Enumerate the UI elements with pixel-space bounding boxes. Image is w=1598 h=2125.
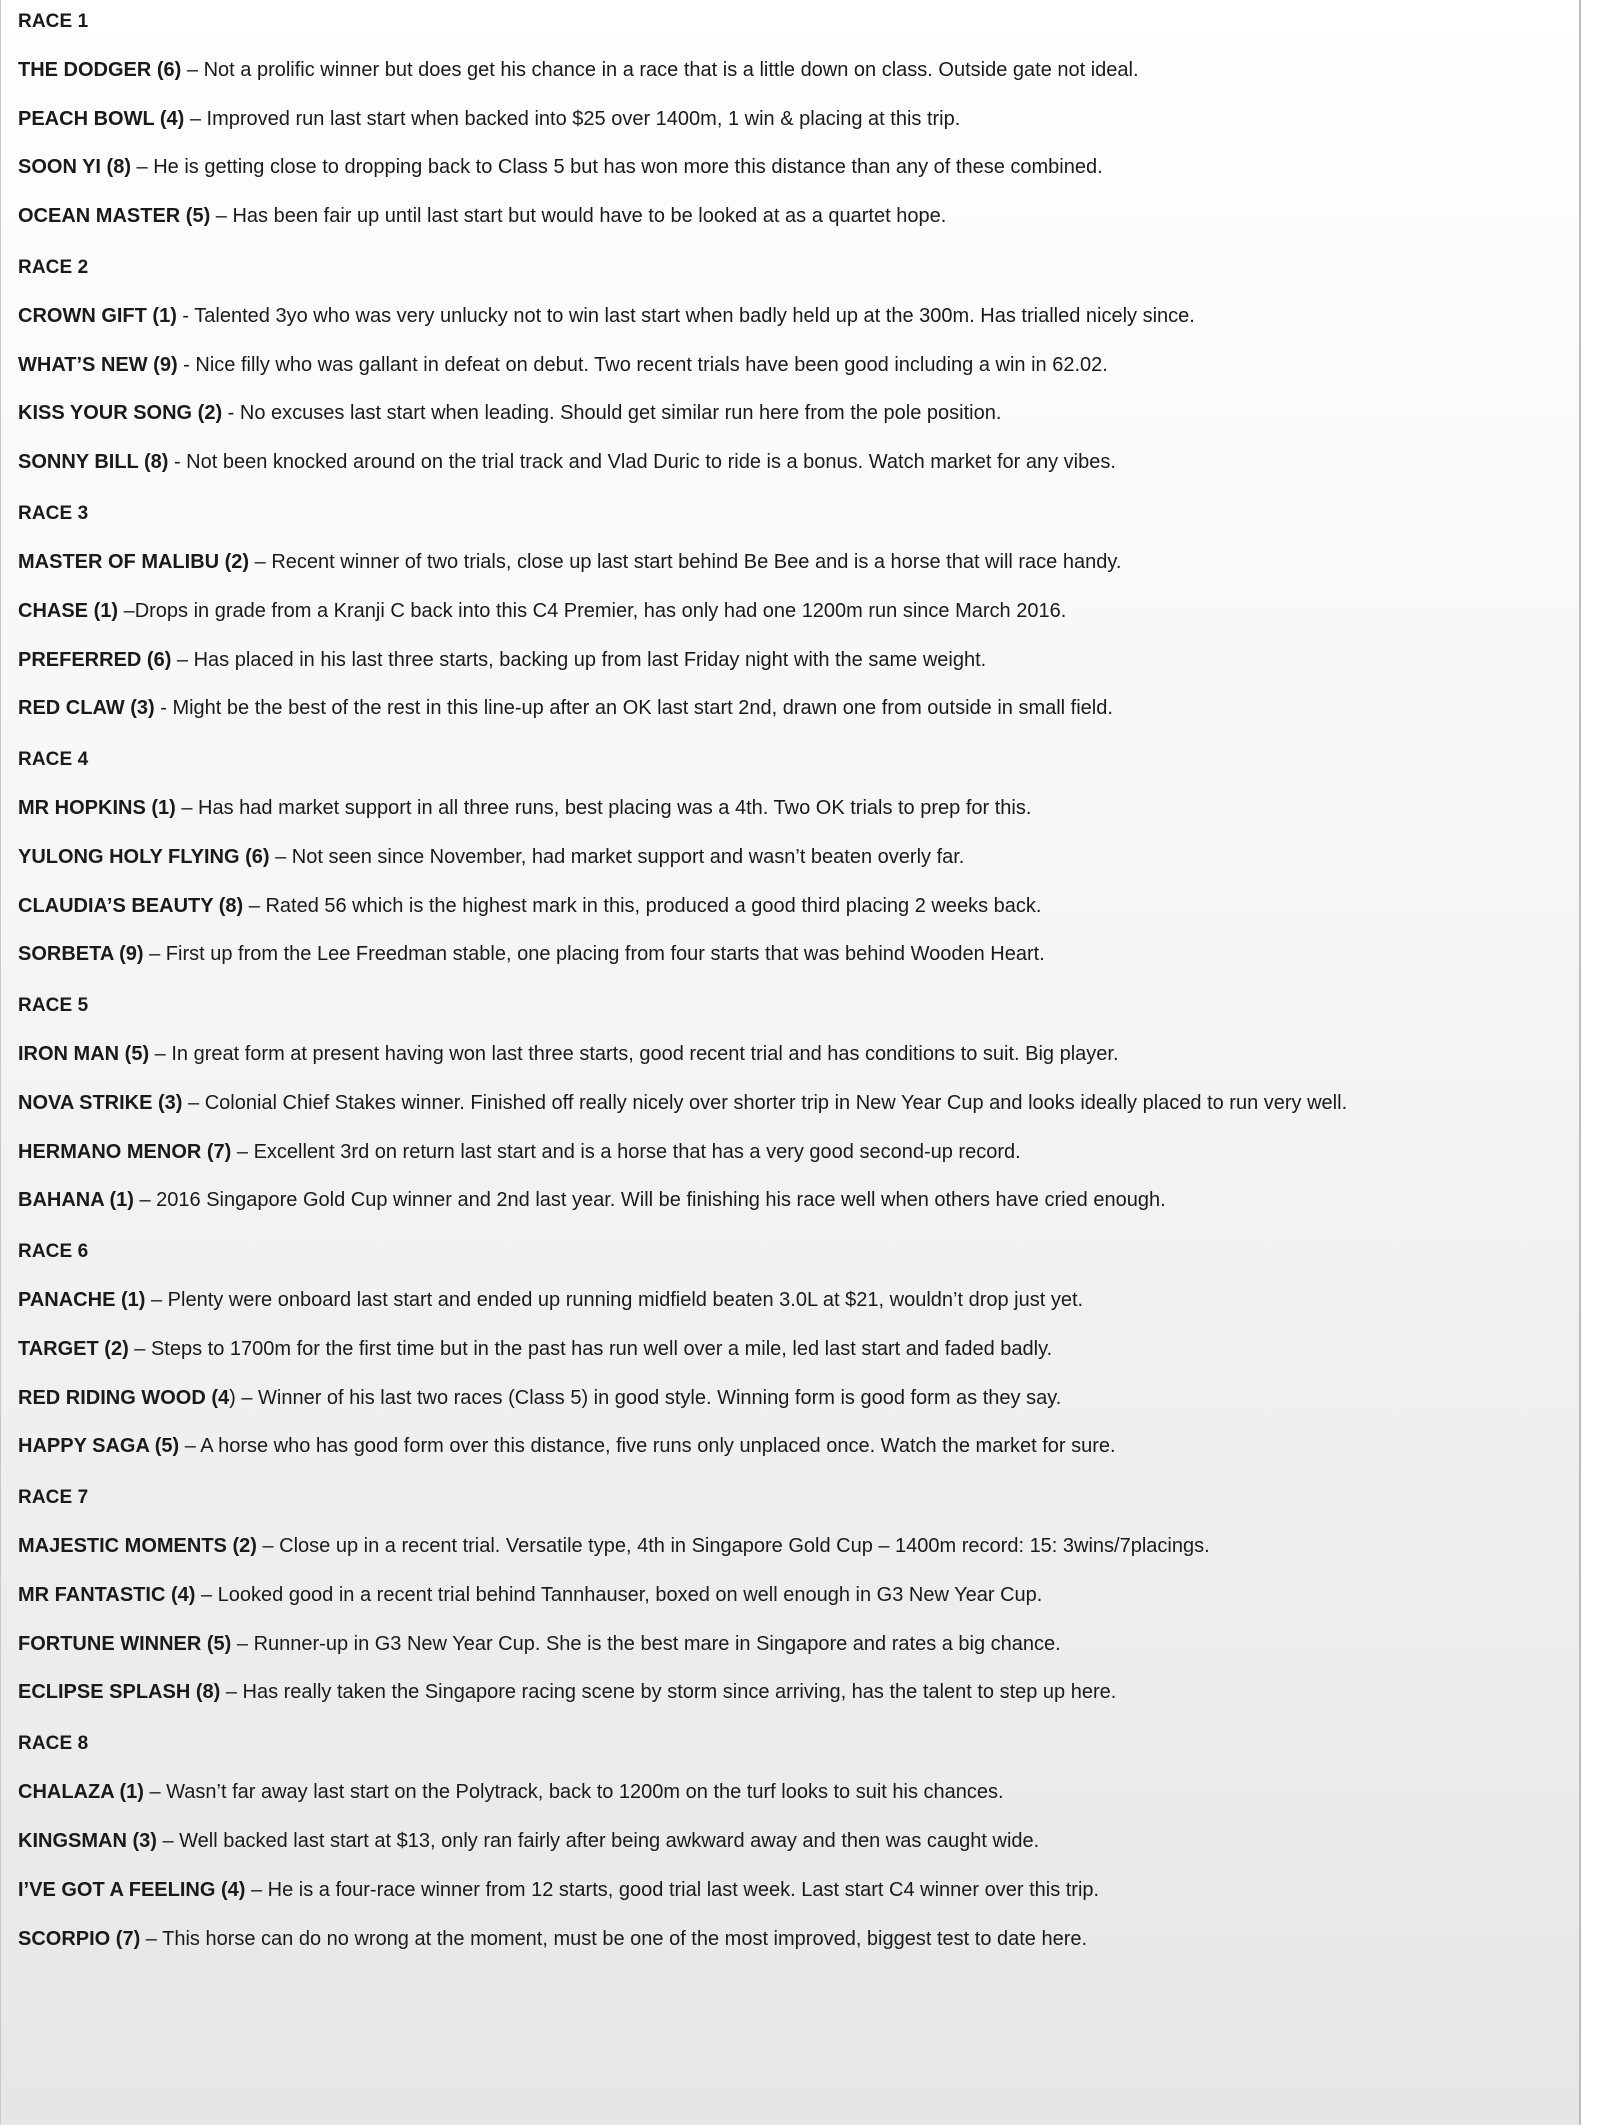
horse-name: MAJESTIC MOMENTS (2) bbox=[18, 1535, 257, 1558]
horse-comment: –Drops in grade from a Kranji C back into this C4 Premier, has only had one 1200m run since March 2016. bbox=[118, 599, 1067, 622]
race-entry bbox=[18, 650, 1579, 670]
horse-name: I’VE GOT A FEELING (4) bbox=[18, 1878, 246, 1901]
race-entry bbox=[18, 306, 1579, 326]
race-section-8 bbox=[18, 1734, 1579, 1948]
race-entry bbox=[18, 1044, 1579, 1064]
horse-comment: – Has been fair up until last start but would have to be looked at as a quartet hope. bbox=[210, 205, 947, 228]
race-title: RACE 4 bbox=[18, 749, 89, 771]
race-entry bbox=[18, 452, 1579, 472]
horse-comment: – First up from the Lee Freedman stable, one placing from four starts that was behind Wooden Heart. bbox=[143, 943, 1045, 966]
horse-comment: – He is getting close to dropping back to Class 5 but has won more this distance than any of these combined. bbox=[131, 156, 1103, 179]
horse-comment: – 2016 Singapore Gold Cup winner and 2nd last year. Will be finishing his race well when others have cried enough. bbox=[133, 1189, 1166, 1212]
horse-name: CROWN GIFT (1) bbox=[18, 305, 177, 328]
race-entry bbox=[18, 1682, 1579, 1702]
race-entry bbox=[18, 60, 1579, 80]
horse-name: PANACHE (1) bbox=[18, 1289, 146, 1312]
horse-name: KISS YOUR SONG (2) bbox=[18, 402, 223, 425]
horse-comment: – Has really taken the Singapore racing scene by storm since arriving, has the talent to step up here. bbox=[220, 1681, 1117, 1704]
race-entry bbox=[18, 1190, 1579, 1210]
race-section-1 bbox=[18, 12, 1579, 226]
horse-name: KINGSMAN (3) bbox=[18, 1830, 157, 1853]
race-title: RACE 2 bbox=[18, 257, 89, 279]
horse-name: CHALAZA (1) bbox=[18, 1781, 144, 1804]
horse-name: MR FANTASTIC (4) bbox=[18, 1584, 196, 1607]
race-entry bbox=[18, 1142, 1579, 1162]
race-section-6 bbox=[18, 1242, 1579, 1456]
horse-comment: – A horse who has good form over this distance, five runs only unplaced once. Watch the market for sure. bbox=[179, 1435, 1116, 1458]
horse-name: MR HOPKINS (1) bbox=[18, 797, 176, 820]
horse-name: HAPPY SAGA (5) bbox=[18, 1435, 180, 1458]
race-title: RACE 6 bbox=[18, 1241, 89, 1263]
horse-name: RED CLAW (3) bbox=[18, 697, 155, 720]
horse-name: TARGET (2) bbox=[18, 1338, 129, 1360]
race-entry bbox=[18, 601, 1579, 621]
race-section-5 bbox=[18, 996, 1579, 1210]
horse-comment: – Recent winner of two trials, close up last start behind Be Bee and is a horse that will race handy. bbox=[249, 551, 1122, 574]
race-entry bbox=[18, 1093, 1579, 1113]
race-entry bbox=[18, 1536, 1579, 1556]
horse-comment: – Has had market support in all three runs, best placing was a 4th. Two OK trials to prep for this. bbox=[175, 797, 1032, 820]
horse-comment: – Not a prolific winner but does get his chance in a race that is a little down on class. Outside gate not ideal. bbox=[181, 59, 1139, 81]
race-entry bbox=[18, 1782, 1579, 1802]
horse-comment: – Improved run last start when backed into $25 over 1400m, 1 win & placing at this trip. bbox=[184, 107, 961, 130]
race-title: RACE 1 bbox=[18, 11, 89, 32]
horse-name: SOON YI (8) bbox=[18, 156, 131, 179]
race-entry bbox=[18, 1880, 1579, 1900]
horse-comment: – Colonial Chief Stakes winner. Finished off really nicely over shorter trip in New Year Cup and looks ideally placed to run very well. bbox=[182, 1091, 1348, 1114]
race-entry bbox=[18, 1436, 1579, 1456]
horse-comment: – Wasn’t far away last start on the Polytrack, back to 1200m on the turf looks to suit his chances. bbox=[143, 1781, 1004, 1804]
race-entry bbox=[18, 798, 1579, 818]
horse-comment: - Talented 3yo who was very unlucky not to win last start when badly held up at the 300m. Has trialled nicely since. bbox=[176, 305, 1195, 328]
race-section-7 bbox=[18, 1488, 1579, 1702]
horse-comment: ) – Winner of his last two races (Class 5) in good style. Winning form is good form as they say. bbox=[229, 1386, 1062, 1409]
horse-name: SONNY BILL (8) bbox=[18, 451, 169, 474]
horse-name: FORTUNE WINNER (5) bbox=[18, 1632, 232, 1655]
horse-comment: – He is a four-race winner from 12 starts, good trial last week. Last start C4 winner over this trip. bbox=[245, 1878, 1100, 1901]
horse-name: SCORPIO (7) bbox=[18, 1927, 141, 1950]
race-title: RACE 8 bbox=[18, 1733, 89, 1755]
horse-comment: – Rated 56 which is the highest mark in this, produced a good third placing 2 weeks back. bbox=[243, 894, 1042, 917]
race-entry bbox=[18, 896, 1579, 916]
race-entry bbox=[18, 157, 1579, 177]
horse-comment: – This horse can do no wrong at the moment, must be one of the most improved, biggest test to date here. bbox=[140, 1927, 1088, 1950]
horse-name: ECLIPSE SPLASH (8) bbox=[18, 1681, 221, 1704]
horse-comment: – Steps to 1700m for the first time but in the past has run well over a mile, led last start and faded badly. bbox=[128, 1338, 1053, 1360]
horse-comment: – Not seen since November, had market support and wasn’t beaten overly far. bbox=[269, 845, 965, 868]
horse-comment: - Not been knocked around on the trial track and Vlad Duric to ride is a bonus. Watch market for any vibes. bbox=[168, 451, 1116, 474]
horse-name: OCEAN MASTER (5) bbox=[18, 205, 211, 228]
horse-comment: – Runner-up in G3 New Year Cup. She is the best mare in Singapore and rates a big chance. bbox=[231, 1632, 1061, 1655]
horse-name: SORBETA (9) bbox=[18, 943, 144, 966]
race-entry bbox=[18, 1290, 1579, 1310]
horse-name: WHAT’S NEW (9) bbox=[18, 353, 178, 376]
race-entry bbox=[18, 552, 1579, 572]
race-entry bbox=[18, 1831, 1579, 1851]
race-entry bbox=[18, 1929, 1579, 1949]
race-entry bbox=[18, 944, 1579, 964]
race-entry bbox=[18, 1339, 1579, 1359]
horse-name: CLAUDIA’S BEAUTY (8) bbox=[18, 894, 244, 917]
horse-name: THE DODGER (6) bbox=[18, 59, 182, 81]
horse-name: IRON MAN (5) bbox=[18, 1043, 150, 1066]
horse-name: YULONG HOLY FLYING (6) bbox=[18, 845, 270, 868]
race-entry bbox=[18, 1634, 1579, 1654]
horse-comment: – Has placed in his last three starts, backing up from last Friday night with the same weight. bbox=[171, 648, 987, 671]
race-entry bbox=[18, 109, 1579, 129]
horse-comment: – Well backed last start at $13, only ran fairly after being awkward away and then was caught wide. bbox=[156, 1830, 1040, 1853]
race-title: RACE 5 bbox=[18, 995, 89, 1017]
horse-name: NOVA STRIKE (3) bbox=[18, 1091, 183, 1114]
race-section-2 bbox=[18, 258, 1579, 472]
race-title: RACE 7 bbox=[18, 1487, 89, 1509]
horse-comment: – Plenty were onboard last start and ended up running midfield beaten 3.0L at $21, wouldn’t drop just yet. bbox=[145, 1289, 1084, 1312]
race-entry bbox=[18, 847, 1579, 867]
race-entry bbox=[18, 355, 1579, 375]
horse-name: PEACH BOWL (4) bbox=[18, 107, 185, 130]
horse-name: HERMANO MENOR (7) bbox=[18, 1140, 232, 1163]
horse-comment: – Close up in a recent trial. Versatile type, 4th in Singapore Gold Cup – 1400m record: 15: 3wins/7placings. bbox=[256, 1535, 1210, 1558]
horse-comment: – Looked good in a recent trial behind Tannhauser, boxed on well enough in G3 New Year Cup. bbox=[195, 1584, 1043, 1607]
horse-name: RED RIDING WOOD (4 bbox=[18, 1386, 230, 1409]
horse-comment: – In great form at present having won last three starts, good recent trial and has conditions to suit. Big player. bbox=[149, 1043, 1119, 1066]
horse-name: BAHANA (1) bbox=[18, 1189, 134, 1212]
horse-comment: - Nice filly who was gallant in defeat on debut. Two recent trials have been good including a win in 62.02. bbox=[177, 353, 1108, 376]
horse-name: CHASE (1) bbox=[18, 599, 119, 622]
race-entry bbox=[18, 698, 1579, 718]
horse-comment: – Excellent 3rd on return last start and is a horse that has a very good second-up record. bbox=[231, 1140, 1021, 1163]
race-section-4 bbox=[18, 750, 1579, 964]
horse-name: MASTER OF MALIBU (2) bbox=[18, 551, 250, 574]
race-entry bbox=[18, 403, 1579, 423]
horse-comment: - No excuses last start when leading. Should get similar run here from the pole position. bbox=[222, 402, 1002, 425]
race-entry bbox=[18, 1388, 1579, 1408]
race-entry bbox=[18, 206, 1579, 226]
race-entry bbox=[18, 1585, 1579, 1605]
race-title: RACE 3 bbox=[18, 503, 89, 525]
horse-name: PREFERRED (6) bbox=[18, 648, 172, 671]
horse-comment: - Might be the best of the rest in this line-up after an OK last start 2nd, drawn one from outside in small field. bbox=[154, 697, 1113, 720]
race-section-3 bbox=[18, 504, 1579, 718]
